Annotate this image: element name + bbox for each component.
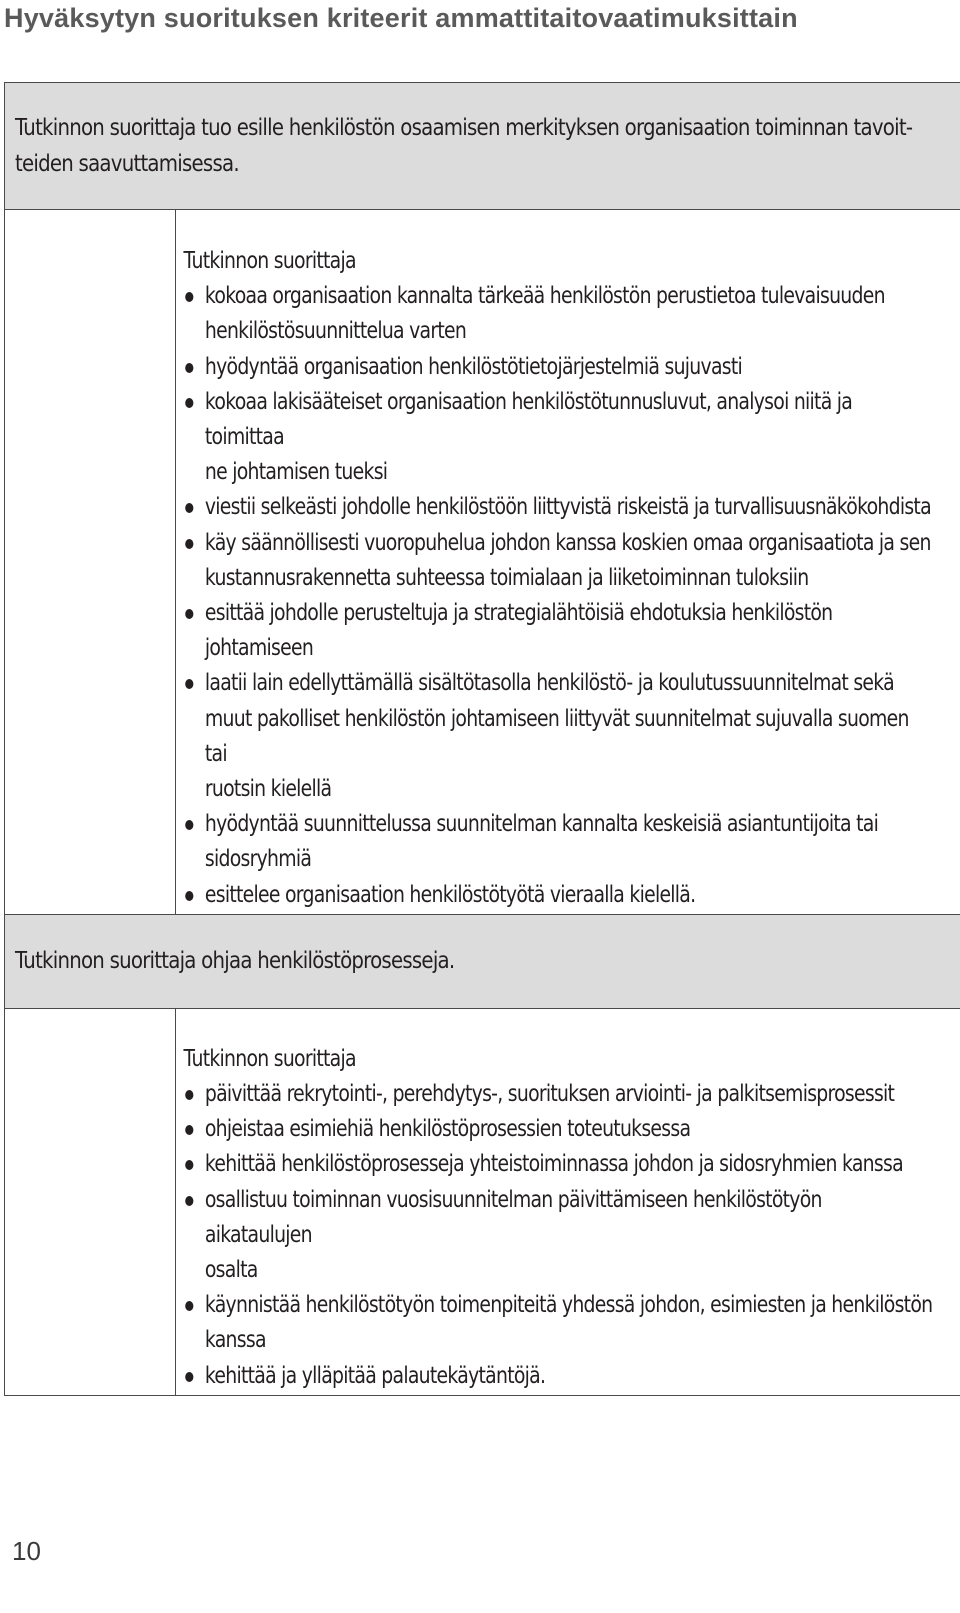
bullet-icon — [185, 609, 193, 619]
criteria-subject: Tutkinnon suorittaja — [183, 1045, 356, 1072]
bullet-icon — [185, 1301, 193, 1311]
requirement-row-2 — [5, 914, 960, 1008]
criteria-line: kustannusrakennetta suhteessa toimialaan ja liiketoiminnan tuloksiin — [204, 564, 809, 591]
criteria-subject: Tutkinnon suorittaja — [183, 248, 356, 274]
criteria-row-1 — [5, 210, 960, 915]
criteria-item — [184, 878, 934, 913]
bullet-icon — [185, 1125, 193, 1135]
criteria-list — [184, 1077, 934, 1394]
requirement-text — [15, 943, 952, 979]
criteria-line: osallistuu toiminnan vuosisuunnitelman päivittämiseen henkilöstötyön aikataulujen — [204, 1186, 822, 1248]
criteria-line: hyödyntää organisaation henkilöstötietojärjestelmiä sujuvasti — [204, 353, 743, 380]
criteria-item — [184, 1359, 934, 1394]
bullet-icon — [185, 1090, 193, 1100]
criteria-item — [184, 526, 934, 596]
criteria-item — [184, 666, 934, 807]
criteria-line: osalta — [204, 1257, 258, 1284]
criteria-item — [184, 1147, 934, 1182]
criteria-line: ohjeistaa esimiehiä henkilöstöprosessien toteutuksessa — [204, 1116, 691, 1143]
criteria-line: kehittää henkilöstöprosesseja yhteistoiminnassa johdon ja sidosryhmien kanssa — [204, 1151, 903, 1178]
criteria-item — [184, 1112, 934, 1147]
bullet-icon — [185, 820, 193, 830]
bullet-icon — [185, 363, 193, 373]
criteria-item — [184, 807, 934, 877]
criteria-line: kokoaa lakisääteiset organisaation henkilöstötunnusluvut, analysoi niitä ja toimittaa — [204, 388, 853, 451]
criteria-line: esittää johdolle perusteltuja ja strategialähtöisiä ehdotuksia henkilöstön johtamiseen — [204, 600, 833, 662]
bullet-icon — [185, 292, 193, 302]
criteria-line: sidosryhmiä — [204, 846, 312, 873]
criteria-line: hyödyntää suunnittelussa suunnitelman kannalta keskeisiä asiantuntijoita tai — [204, 811, 879, 838]
criteria-item — [184, 385, 934, 491]
page-title: Hyväksytyn suorituksen kriteerit ammattitaitovaatimuksittain — [4, 3, 798, 33]
criteria-line: esittelee organisaation henkilöstötyötä vieraalla kielellä. — [204, 881, 696, 908]
criteria-frame — [4, 82, 956, 1389]
bullet-icon — [185, 503, 193, 513]
empty-cell — [5, 210, 176, 915]
bullet-icon — [185, 679, 193, 689]
page-number: 10 — [12, 1536, 41, 1566]
criteria-line: kokoaa organisaation kannalta tärkeää henkilöstön perustietoa tulevaisuuden — [204, 283, 885, 310]
requirement-line: Tutkinnon suorittaja tuo esille henkilöstön osaamisen merkityksen organisaation toiminnan tavoit- — [15, 115, 913, 141]
bullet-icon — [185, 398, 193, 408]
requirement-line: teiden saavuttamisessa. — [15, 151, 239, 177]
requirement-text — [15, 110, 952, 182]
bullet-icon — [185, 1372, 193, 1382]
criteria-line: muut pakolliset henkilöstön johtamiseen liittyvät suunnitelmat sujuvalla suomen tai — [204, 705, 909, 767]
criteria-list — [184, 279, 934, 913]
criteria-line: käynnistää henkilöstötyön toimenpiteitä yhdessä johdon, esimiesten ja henkilöstön — [204, 1292, 933, 1319]
bullet-icon — [185, 1160, 193, 1170]
criteria-line: päivittää rekrytointi-, perehdytys-, suorituksen arviointi- ja palkitsemisprosessit — [204, 1081, 895, 1108]
criteria-item — [184, 350, 934, 385]
criteria-line: laatii lain edellyttämällä sisältötasolla henkilöstö- ja koulutussuunnitelmat sekä — [204, 670, 894, 697]
bullet-icon — [185, 891, 193, 901]
criteria-item — [184, 1077, 934, 1112]
criteria-line: käy säännöllisesti vuoropuhelua johdon kanssa koskien omaa organisaatiota ja sen — [204, 529, 931, 556]
requirement-cell — [5, 83, 960, 210]
criteria-row-2 — [5, 1008, 960, 1395]
criteria-line: kanssa — [204, 1327, 266, 1354]
criteria-item — [184, 596, 934, 666]
requirement-line: Tutkinnon suorittaja ohjaa henkilöstöprosesseja. — [15, 948, 455, 975]
criteria-item — [184, 1288, 934, 1358]
criteria-item — [184, 490, 934, 525]
criteria-line: ruotsin kielellä — [204, 776, 332, 803]
criteria-line: henkilöstösuunnittelua varten — [204, 318, 467, 345]
criteria-item — [184, 1183, 934, 1289]
criteria-item — [184, 279, 934, 349]
criteria-cell — [176, 210, 960, 915]
requirement-row-1 — [5, 83, 960, 210]
bullet-icon — [185, 539, 193, 549]
empty-cell — [5, 1008, 176, 1395]
criteria-table — [4, 82, 960, 1396]
criteria-line: viestii selkeästi johdolle henkilöstöön liittyvistä riskeistä ja turvallisuusnäkökohdista — [204, 494, 931, 521]
bullet-icon — [185, 1196, 193, 1206]
criteria-line: kehittää ja ylläpitää palautekäytäntöjä. — [204, 1362, 546, 1389]
criteria-line: ne johtamisen tueksi — [204, 459, 388, 486]
requirement-cell — [5, 914, 960, 1008]
criteria-cell — [176, 1008, 960, 1395]
